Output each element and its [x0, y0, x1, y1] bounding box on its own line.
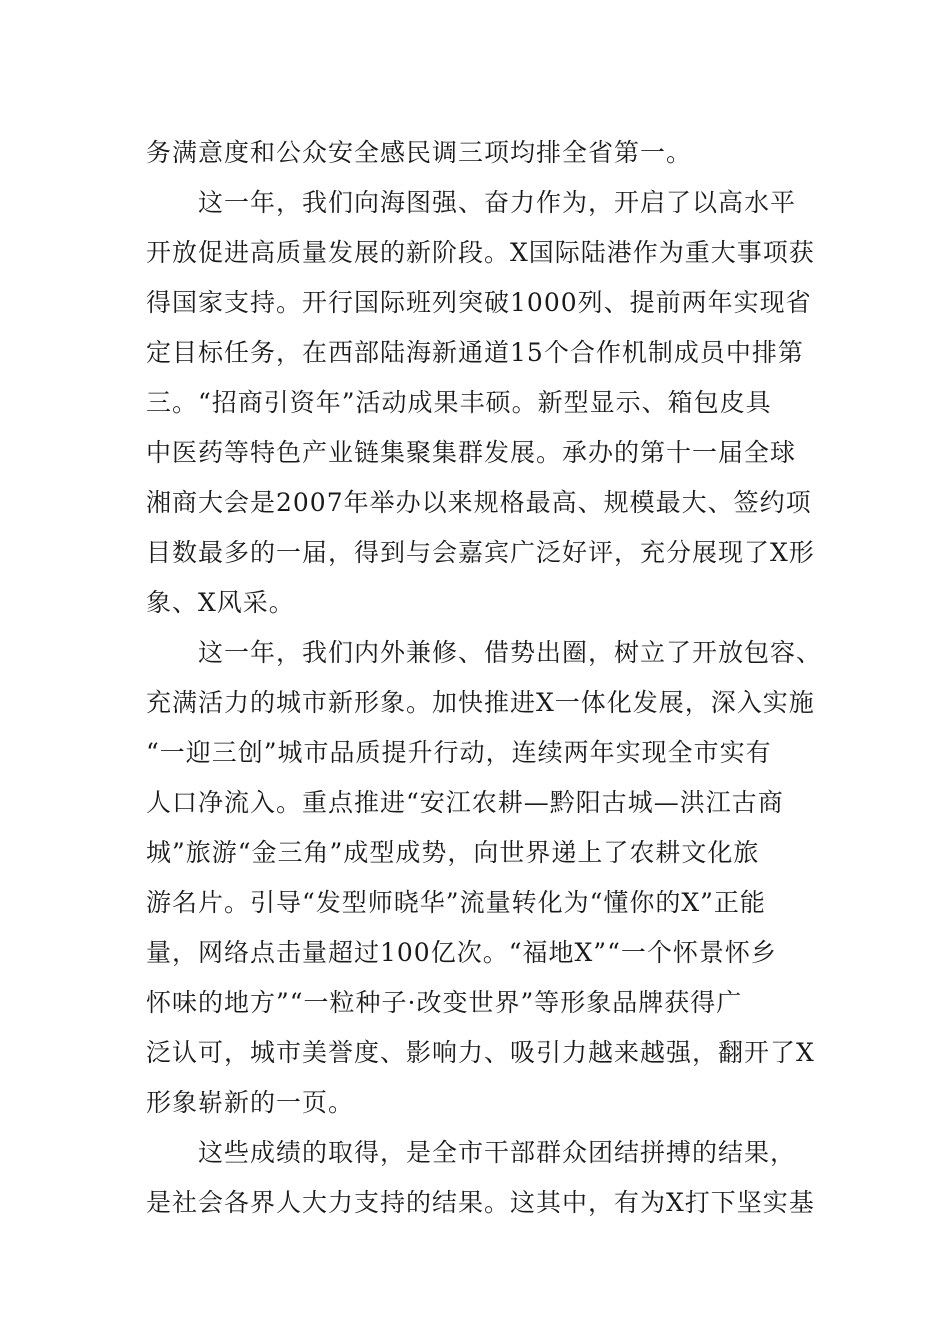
- paragraph-start-line: 这些成绩的取得，是全市干部群众团结拼搏的结果，: [198, 1138, 797, 1167]
- text-line: 充满活力的城市新形象。加快推进X一体化发展，深入实施: [146, 688, 815, 717]
- text-line: 怀味的地方”“一粒种子·改变世界”等形象品牌获得广: [146, 988, 743, 1017]
- text-line: 人口净流入。重点推进“安江农耕—黔阳古城—洪江古商: [146, 788, 784, 817]
- text-line: 定目标任务，在西部陆海新通道15个合作机制成员中排第: [146, 338, 804, 367]
- paragraph-start-line: 这一年，我们向海图强、奋力作为，开启了以高水平: [198, 188, 797, 217]
- text-line: 三。“招商引资年”活动成果丰硕。新型显示、箱包皮具: [146, 388, 772, 417]
- text-line: 城”旅游“金三角”成型成势，向世界递上了农耕文化旅: [146, 838, 760, 867]
- text-line: 泛认可，城市美誉度、影响力、吸引力越来越强，翻开了X: [146, 1038, 815, 1067]
- text-line: “一迎三创”城市品质提升行动，连续两年实现全市实有: [146, 738, 772, 767]
- text-line: 量，网络点击量超过100亿次。“福地X”“一个怀景怀乡: [146, 938, 777, 967]
- text-line: 开放促进高质量发展的新阶段。X国际陆港作为重大事项获: [146, 238, 815, 267]
- text-line: 目数最多的一届，得到与会嘉宾广泛好评，充分展现了X形: [146, 538, 815, 567]
- text-line: 湘商大会是2007年举办以来规格最高、规模最大、签约项: [146, 488, 812, 517]
- document-body: [146, 128, 826, 1228]
- paragraph-start-line: 这一年，我们内外兼修、借势出圈，树立了开放包容、: [198, 638, 823, 667]
- text-line: 得国家支持。开行国际班列突破1000列、提前两年实现省: [146, 288, 812, 317]
- text-line: 游名片。引导“发型师晓华”流量转化为“懂你的X”正能: [146, 888, 766, 917]
- text-line: 象、X风采。: [146, 588, 295, 617]
- text-line: 务满意度和公众安全感民调三项均排全省第一。: [146, 138, 693, 167]
- text-line: 是社会各界人大力支持的结果。这其中，有为X打下坚实基: [146, 1188, 815, 1217]
- text-line: 中医药等特色产业链集聚集群发展。承办的第十一届全球: [146, 438, 797, 467]
- text-line: 形象崭新的一页。: [146, 1088, 355, 1117]
